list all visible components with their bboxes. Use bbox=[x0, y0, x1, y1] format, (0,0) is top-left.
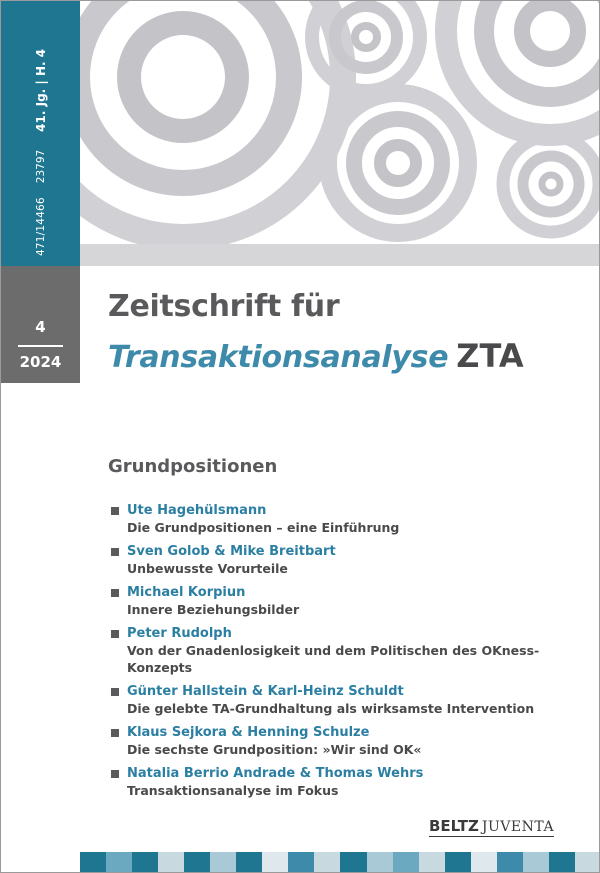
toc-title: Innere Beziehungsbilder bbox=[127, 602, 300, 617]
bottom-color-strip bbox=[80, 852, 600, 873]
toc-title: Von der Gnadenlosigkeit und dem Politischen des OKness-Konzepts bbox=[127, 643, 540, 675]
issue-divider bbox=[18, 345, 63, 347]
toc-title: Unbewusste Vorurteile bbox=[127, 561, 288, 576]
publisher-juventa: JUVENTA bbox=[481, 819, 555, 835]
toc-item bbox=[111, 724, 581, 758]
toc-author: Peter Rudolph bbox=[127, 626, 232, 641]
spine-gray-band bbox=[1, 266, 80, 383]
strip-segment bbox=[497, 852, 523, 873]
table-of-contents bbox=[111, 502, 581, 806]
strip-segment bbox=[367, 852, 393, 873]
strip-segment bbox=[288, 852, 314, 873]
toc-item bbox=[111, 502, 581, 536]
bullet-square-icon bbox=[111, 688, 119, 696]
strip-segment bbox=[393, 852, 419, 873]
strip-segment bbox=[471, 852, 497, 873]
toc-author: Sven Golob & Mike Breitbart bbox=[127, 544, 336, 559]
header-gray-band bbox=[80, 244, 600, 266]
journal-title-line1: Zeitschrift für bbox=[108, 289, 340, 324]
strip-segment bbox=[575, 852, 600, 873]
toc-item bbox=[111, 683, 581, 717]
publisher-beltz: BELTZ bbox=[429, 817, 479, 835]
strip-segment bbox=[262, 852, 288, 873]
spine-volume: 41. Jg. | H. 4 bbox=[34, 48, 48, 132]
issue-year: 2024 bbox=[19, 353, 62, 371]
toc-author: Ute Hagehülsmann bbox=[127, 503, 267, 518]
bullet-square-icon bbox=[111, 729, 119, 737]
journal-abbreviation: ZTA bbox=[456, 337, 524, 375]
strip-segment bbox=[132, 852, 158, 873]
toc-author: Günter Hallstein & Karl-Heinz Schuldt bbox=[127, 684, 404, 699]
toc-item bbox=[111, 584, 581, 618]
spine-issn: 471/14466 bbox=[35, 197, 47, 256]
bullet-square-icon bbox=[111, 548, 119, 556]
toc-item bbox=[111, 543, 581, 577]
journal-title-line2 bbox=[108, 337, 524, 375]
spine-code: 23797 bbox=[35, 149, 47, 184]
spine-blue-band bbox=[1, 1, 80, 266]
bullet-square-icon bbox=[111, 630, 119, 638]
strip-segment bbox=[158, 852, 184, 873]
toc-item bbox=[111, 765, 581, 799]
issue-subject: Grundpositionen bbox=[108, 456, 278, 477]
toc-title: Die gelebte TA-Grundhaltung als wirksamste Intervention bbox=[127, 701, 535, 716]
strip-segment bbox=[549, 852, 575, 873]
toc-author: Michael Korpiun bbox=[127, 585, 246, 600]
strip-segment bbox=[184, 852, 210, 873]
strip-segment bbox=[340, 852, 366, 873]
strip-segment bbox=[210, 852, 236, 873]
strip-segment bbox=[236, 852, 262, 873]
strip-segment bbox=[445, 852, 471, 873]
toc-item bbox=[111, 625, 581, 676]
strip-segment bbox=[106, 852, 132, 873]
strip-segment bbox=[523, 852, 549, 873]
toc-author: Klaus Sejkora & Henning Schulze bbox=[127, 725, 370, 740]
toc-author: Natalia Berrio Andrade & Thomas Wehrs bbox=[127, 766, 424, 781]
issue-number: 4 bbox=[35, 318, 46, 336]
toc-title: Die Grundpositionen – eine Einführung bbox=[127, 520, 400, 535]
toc-title: Die sechste Grundposition: »Wir sind OK« bbox=[127, 742, 422, 757]
bullet-square-icon bbox=[111, 770, 119, 778]
strip-segment bbox=[314, 852, 340, 873]
bullet-square-icon bbox=[111, 507, 119, 515]
target-circles-illustration bbox=[80, 1, 600, 244]
publisher-logo bbox=[429, 816, 554, 837]
bullet-square-icon bbox=[111, 589, 119, 597]
strip-segment bbox=[80, 852, 106, 873]
journal-title-italic: Transaktionsanalyse bbox=[108, 340, 449, 375]
toc-title: Transaktionsanalyse im Fokus bbox=[127, 783, 339, 798]
strip-segment bbox=[419, 852, 445, 873]
